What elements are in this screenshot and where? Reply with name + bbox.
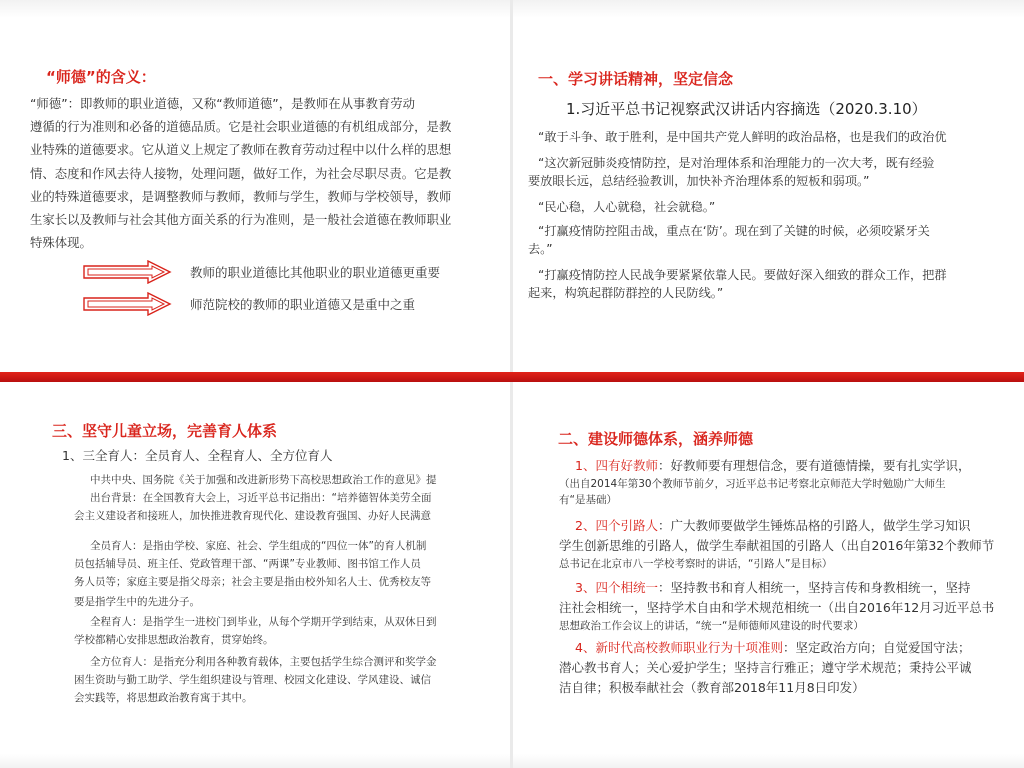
quote-line: 起来，构筑起群防群控的人民防线。”: [528, 286, 724, 300]
body-line: 中共中央、国务院《关于加强和改进新形势下高校思想政治工作的意见》提: [90, 474, 437, 486]
paragraph-line: 遵循的行为准则和必备的道德品质。它是社会职业道德的有机组成部分，是教: [30, 119, 452, 135]
body-line: 出台背景：在全国教育大会上，习近平总书记指出：“培养德智体美劳全面: [90, 492, 432, 504]
quote-line: “打赢疫情防控阻击战，重点在‘防’。现在到了关键的时候，必须咬紧牙关: [538, 224, 930, 238]
bullet-text: 师范院校的教师的职业道德又是重中之重: [190, 297, 416, 312]
item-text: ：好教师要有理想信念，要有道德情操，要有扎实学识，: [657, 458, 971, 473]
item-text: ：坚持教书和育人相统一，坚持言传和身教相统一，坚持: [657, 580, 971, 595]
item-cont: 学生创新思维的引路人，做学生奉献祖国的引路人（出自2016年第32个教师节: [559, 538, 995, 553]
item-note: 思想政治工作会议上的讲话，“统一“是师德师风建设的时代要求）: [559, 620, 864, 632]
item-text: ：坚定政治方向；自觉爱国守法；: [782, 640, 971, 655]
slide-top-shade: [512, 0, 1024, 18]
body-line: 学校都精心安排思想政治教育，贯穿始终。: [74, 634, 274, 646]
body-line: 全员育人：是指由学校、家庭、社会、学生组成的“四位一体”的育人机制: [90, 540, 427, 552]
slide3-item1: 1、三全育人：全员育人、全程育人、全方位育人: [62, 448, 333, 463]
slide-top-shade: [0, 0, 512, 18]
slide4-title: 二、建设师德体系，涵养师德: [558, 430, 754, 448]
slide1-paragraph: [30, 92, 512, 254]
item-note: （出自2014年第30个教师节前夕，习近平总书记考察北京师范大学时勉励广大师生: [559, 478, 946, 490]
slide3-body: [0, 468, 508, 718]
paragraph-line: 业特殊的道德要求。它从道义上规定了教师在教育劳动过程中以什么样的思想: [30, 142, 452, 158]
slide1-title: “师德”的含义：: [46, 68, 156, 86]
item-line: [575, 456, 970, 474]
item-cont: 洁自律；积极奉献社会（教育部2018年11月8日印发）: [559, 680, 865, 695]
body-line: 要是指学生中的先进分子。: [74, 596, 200, 608]
bullet-row: [82, 260, 440, 284]
item-note: 总书记在北京市八一学校考察时的讲话，“引路人”是目标）: [559, 558, 833, 570]
slide4-body: [513, 452, 1024, 712]
slide2-subtitle: 1.习近平总书记视察武汉讲话内容摘选（2020.3.10）: [566, 100, 927, 118]
item-head: 3、四个相统一: [575, 580, 658, 595]
body-line: 会实践等，将思想政治教育寓于其中。: [74, 692, 253, 704]
item-line: [575, 578, 970, 596]
paragraph-line: 特殊体现。: [30, 235, 92, 251]
item-line: [575, 638, 970, 656]
item-head: 4、新时代高校教师职业行为十项准则: [575, 640, 783, 655]
slide-study-speech: [512, 0, 1024, 374]
slide3-title: 三、坚守儿童立场，完善育人体系: [52, 422, 278, 440]
item-head: 2、四个引路人: [575, 518, 658, 533]
body-line: 员包括辅导员、班主任、党政管理干部、“两课”专业教师、图书馆工作人员: [74, 558, 421, 570]
double-arrow-icon: [82, 260, 172, 284]
quote-line: 去。”: [528, 242, 553, 256]
body-line: 会主义建设者和接班人，加快推进教育现代化、建设教育强国、办好人民满意: [74, 510, 431, 522]
body-line: 全方位育人：是指充分利用各种教育载体，主要包括学生综合测评和奖学金: [90, 656, 437, 668]
item-cont: 注社会相统一，坚持学术自由和学术规范相统一（出自2016年12月习近平总书: [559, 600, 995, 615]
slide-shimde-meaning: [0, 0, 512, 374]
horizontal-red-divider: [0, 372, 1024, 382]
slide2-title: 一、学习讲话精神，坚定信念: [538, 70, 734, 88]
item-cont: 潜心教书育人；关心爱护学生；坚持言行雅正；遵守学术规范；秉持公平诚: [559, 660, 972, 675]
vertical-divider: [510, 0, 513, 768]
paragraph-line: 情、态度和作风去待人接物，处理问题，做好工作，为社会尽职尽责。它是教: [30, 165, 452, 181]
bullet-text: 教师的职业道德比其他职业的职业道德更重要: [190, 265, 441, 280]
item-head: 1、四有好教师: [575, 458, 658, 473]
bullet-row: [82, 292, 415, 316]
paragraph-line: “师德”：即教师的职业道德，又称“教师道德”，是教师在从事教育劳动: [30, 96, 416, 111]
body-line: 全程育人：是指学生一进校门到毕业，从每个学期开学到结束，从双休日到: [90, 616, 437, 628]
quote-line: “敢于斗争、敢于胜利，是中国共产党人鲜明的政治品格，也是我们的政治优: [538, 130, 947, 144]
paragraph-line: 生家长以及教师与社会其他方面关系的行为准则，是一般社会道德在教师职业: [30, 211, 452, 227]
item-text: ：广大教师要做学生锤炼品格的引路人，做学生学习知识: [657, 518, 971, 533]
quote-line: “打赢疫情防控人民战争要紧紧依靠人民。要做好深入细致的群众工作，把群: [538, 268, 947, 282]
quote-line: “这次新冠肺炎疫情防控，是对治理体系和治理能力的一次大考，既有经验: [538, 156, 935, 170]
item-line: [575, 516, 970, 534]
quote-line: 要放眼长远，总结经验教训，加快补齐治理体系的短板和弱项。”: [528, 174, 870, 188]
item-note: 有“是基础）: [559, 494, 617, 506]
paragraph-line: 业的特殊道德要求，是调整教师与教师，教师与学生，教师与学校领导，教师: [30, 188, 452, 204]
body-line: 困生资助与勤工助学、学生组织建设与管理、校园文化建设、学风建设、诚信: [74, 674, 431, 686]
quote-line: “民心稳，人心就稳，社会就稳。”: [538, 200, 716, 214]
double-arrow-icon: [82, 292, 172, 316]
body-line: 务人员等；家庭主要是指父母亲；社会主要是指由校外知名人士、优秀校友等: [74, 576, 431, 588]
